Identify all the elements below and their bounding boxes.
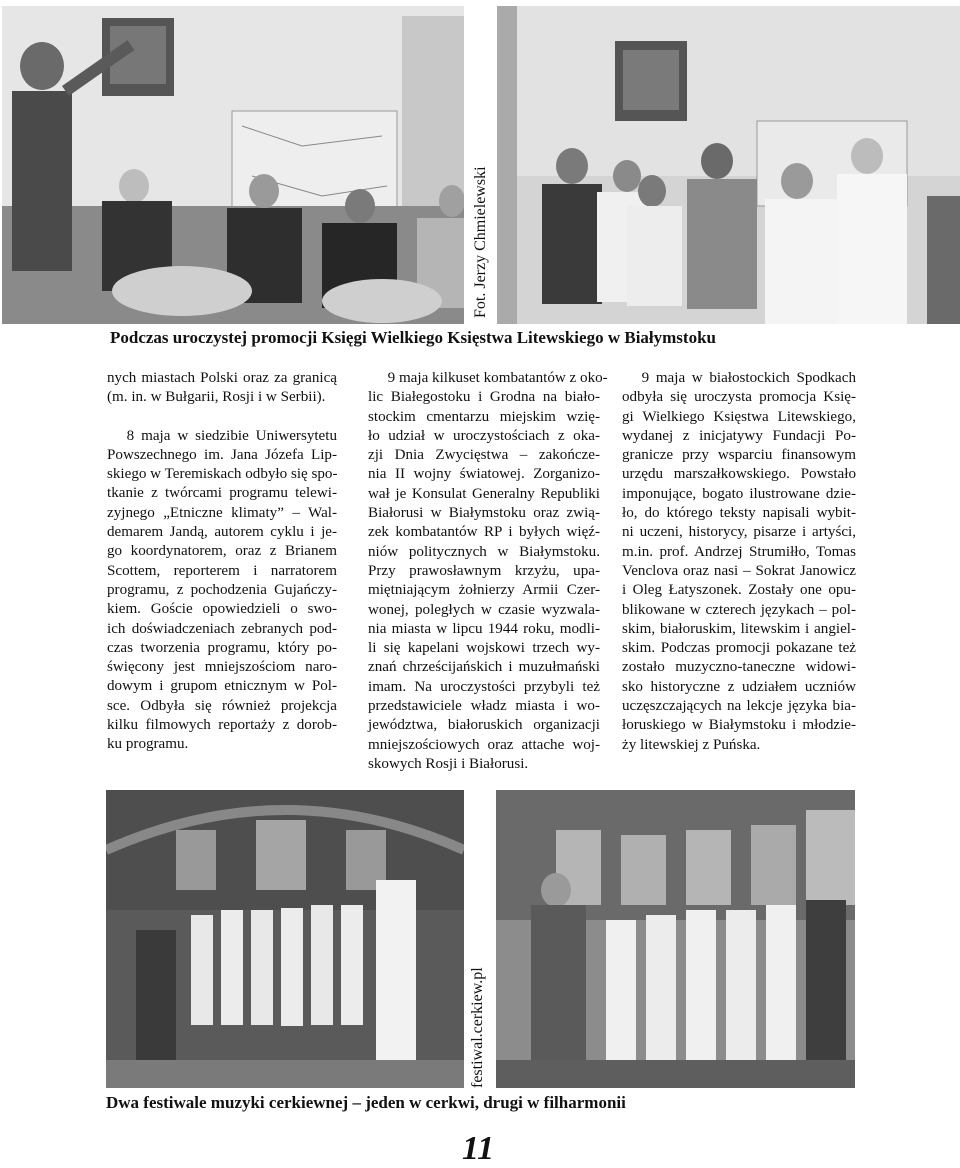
text-line: zek kombatantów RP i byłych więź- — [368, 524, 600, 541]
text-line: uczęszczających na lekcje języka bia- — [622, 698, 856, 715]
text-line: łoruskiego w Białymstoku i młodzie- — [622, 717, 856, 734]
text-line: miętniającym żołnierzy Armii Czer- — [368, 582, 600, 599]
text-line: Powszechnego im. Jana Józefa Lip- — [107, 446, 337, 463]
text-line: święcony jest mniejszościom naro- — [107, 659, 337, 676]
text-line: ło, do którego teksty napisali wybit- — [622, 505, 856, 522]
text-line: granicze przy wsparciu finansowym — [622, 447, 856, 464]
text-line: lic Białegostoku i Grodna na biało- — [368, 389, 600, 406]
text-line: 9 maja kilkuset kombatantów z oko- — [387, 370, 608, 386]
text-line: Przy prawosławnym krzyżu, upa- — [368, 562, 600, 579]
text-line: zji Dnia Zwycięstwa – zakończe- — [368, 447, 600, 464]
text-line: nia II wojny światowej. Zorganizo- — [368, 466, 600, 483]
text-line: gi Wielkiego Księstwa Litewskiego, — [622, 408, 856, 425]
paragraph — [107, 427, 337, 755]
text-line: sce. Odbyła się również projekcja — [107, 697, 337, 714]
photo-book-promotion-panel — [2, 6, 464, 324]
text-line: przedstawiciele władz miasta i wo- — [368, 698, 600, 715]
text-line: i Oleg Łatyszonek. Zostały one opu- — [622, 582, 856, 599]
text-line: kiem. Goście opowiedzieli o swo- — [107, 601, 337, 618]
photo-credit-bottom: festiwal.cerkiew.pl — [469, 967, 486, 1088]
caption-top-photos: Podczas uroczystej promocji Księgi Wielkiego Księstwa Litewskiego w Białymstoku — [110, 328, 716, 347]
text-line: ku programu. — [107, 736, 189, 753]
text-line: 9 maja w białostockich Spodkach — [641, 370, 856, 386]
text-line: (m. in. w Bułgarii, Rosji i w Serbii). — [107, 389, 326, 406]
text-line: mniejszościowych oraz attache woj- — [368, 736, 600, 753]
text-line: zostało muzyczno-taneczne widowi- — [622, 659, 856, 676]
paragraph — [107, 369, 337, 408]
text-line: jewództwa, białoruskich organizacji — [368, 717, 600, 734]
photo-dance-performance — [497, 6, 960, 324]
text-line: tkanie z twórcami programu telewi- — [107, 485, 337, 502]
paragraph — [368, 369, 608, 774]
text-line: skim, białoruskim, litewskim i angiel- — [622, 620, 856, 637]
text-line: Venclova oraz nasi – Sokrat Janowicz — [622, 562, 856, 579]
text-line: ło udział w uroczystościach z oka- — [368, 427, 600, 444]
text-line: nia miasta w lipcu 1944 roku, modli- — [368, 620, 600, 637]
text-line: odbyła się uroczysta promocja Księ- — [622, 389, 856, 406]
text-line: skim. Podczas promocji pokazane też — [622, 640, 856, 657]
text-line: Białorusi w Białymstoku oraz zwią- — [368, 505, 600, 522]
text-line: li się kapelani wojskowi trzech wy- — [368, 640, 600, 657]
text-line: blikowane w czterech językach – pol- — [622, 601, 856, 618]
text-line: niów politycznych w Białymstoku. — [368, 543, 600, 560]
text-line: go koordynatorem, oraz z Brianem — [107, 543, 337, 560]
text-line: stockim cmentarzu miejskim wzię- — [368, 408, 600, 425]
text-line: imponujące, bogato ilustrowane dzie- — [622, 485, 856, 502]
text-line: urzędu marszałkowskiego. Powstało — [622, 466, 856, 483]
text-line: ni uczeni, historycy, pisarze i artyści, — [622, 524, 856, 541]
photo-choir-in-philharmonic — [496, 790, 855, 1088]
page-number: 11 — [462, 1130, 495, 1167]
text-line: czas tworzenia programu, który po- — [107, 639, 337, 656]
text-column-3 — [622, 369, 856, 755]
text-line: Scottem, reporterem i narratorem — [107, 562, 337, 579]
text-line: nych miastach Polski oraz za granicą — [107, 370, 337, 386]
text-line: zyjnego „Etniczne klimaty” – Wal- — [107, 504, 337, 521]
text-line: wydanej z inicjatywy Fundacji Po- — [622, 427, 856, 444]
text-line: wonej, poległych w czasie wyzwala- — [368, 601, 600, 618]
text-line: skowych Rosji i Białorusi. — [368, 755, 529, 772]
caption-bottom-photos: Dwa festiwale muzyki cerkiewnej – jeden w cerkwi, drugi w filharmonii — [106, 1093, 626, 1112]
text-line: 8 maja w siedzibie Uniwersytetu — [126, 427, 337, 444]
text-line: demarem Jandą, autorem cyklu i je- — [107, 524, 337, 541]
text-line: m.in. prof. Andrzej Strumiłło, Tomas — [622, 543, 856, 560]
paragraph — [622, 369, 856, 755]
text-line: znań chrześcijańskich i muzułmański — [368, 659, 600, 676]
text-line: wał je Konsulat Generalny Republiki — [368, 485, 600, 502]
text-line: ich doświadczeniach zebranych pod- — [107, 620, 337, 637]
text-line: dowym i grupom etnicznym w Pol- — [107, 678, 337, 695]
text-column-1 — [107, 369, 337, 755]
text-line: ży litewskiej z Puńska. — [622, 736, 761, 753]
text-column-2 — [368, 369, 608, 774]
text-line: kilku filmowych reportaży z dorob- — [107, 717, 337, 734]
text-line: programu, z pochodzenia Gujańczy- — [107, 581, 337, 598]
photo-choir-in-church — [106, 790, 464, 1088]
text-line: sko historyczne z udziałem uczniów — [622, 678, 856, 695]
text-line: skiego w Teremiskach odbyło się spo- — [107, 466, 338, 483]
photo-credit-top: Fot. Jerzy Chmielewski — [472, 166, 489, 318]
text-line: imam. Na uroczystości przybyli też — [368, 678, 600, 695]
